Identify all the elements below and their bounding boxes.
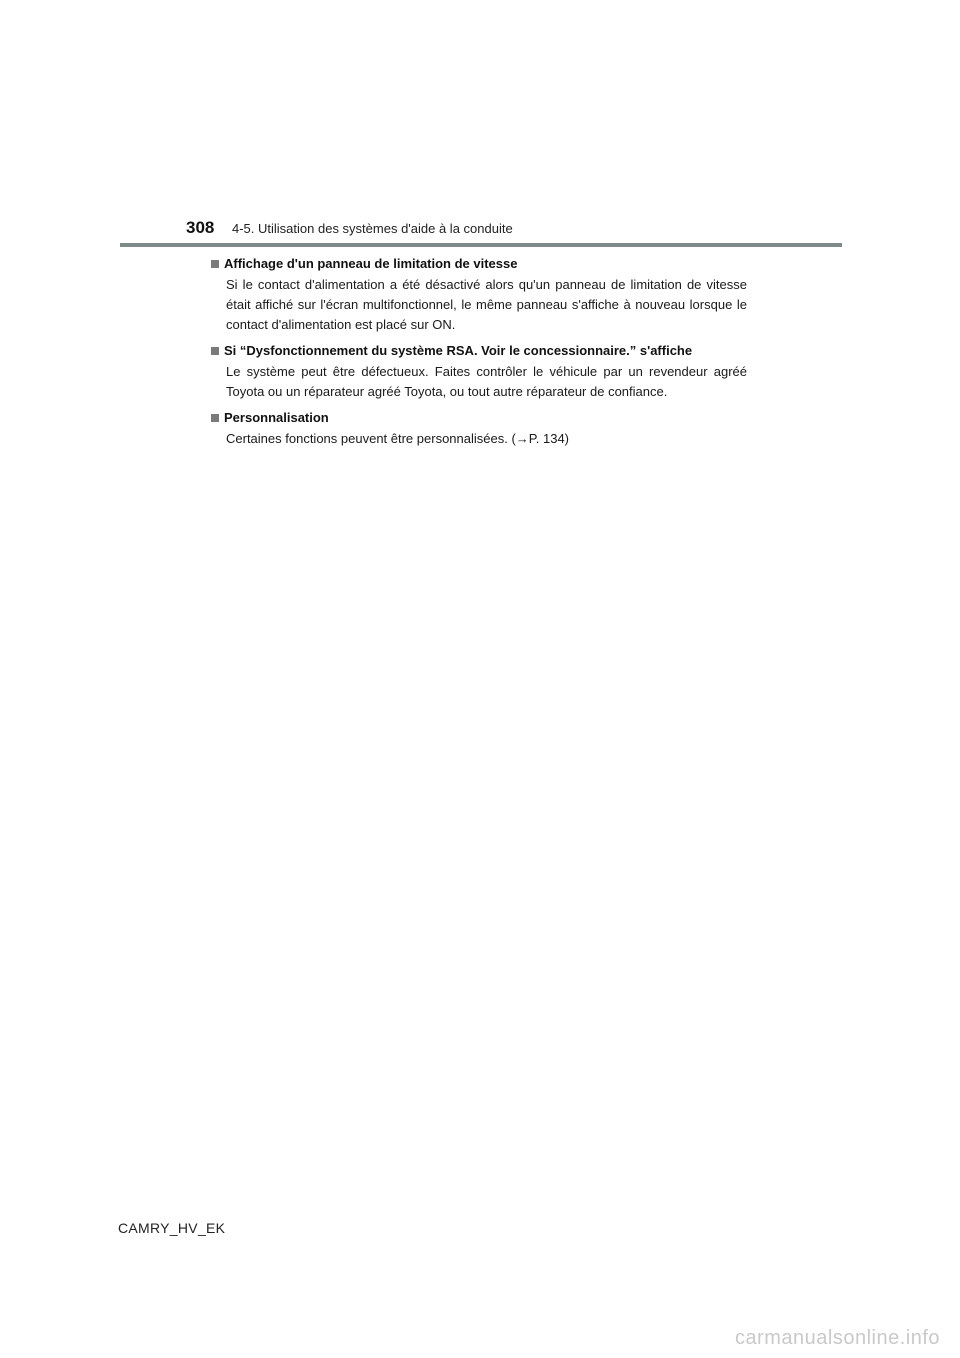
item-body: Le système peut être défectueux. Faites contrôler le véhicule par un revendeur agréé Toyota ou un réparateur agréé Toyota, ou tout autre réparateur de confiance.: [226, 364, 747, 399]
item-heading-text: Affichage d'un panneau de limitation de vitesse: [224, 256, 518, 271]
item-heading: [211, 254, 747, 273]
square-bullet-icon: [211, 347, 219, 355]
item-heading-text: Si “Dysfonctionnement du système RSA. Voir le concessionnaire.” s'affiche: [224, 343, 693, 358]
square-bullet-icon: [211, 260, 219, 268]
footer-model-code: CAMRY_HV_EK: [118, 1220, 226, 1236]
section-item-customization: [211, 408, 747, 449]
item-heading: [211, 341, 747, 360]
item-heading-text: Personnalisation: [224, 410, 329, 425]
item-body: Certaines fonctions peuvent être personnalisées. (→P. 134): [226, 431, 570, 446]
watermark: carmanualsonline.info: [734, 1327, 940, 1349]
item-heading: [211, 408, 747, 427]
section-item-speed-limit-sign: [211, 254, 747, 335]
square-bullet-icon: [211, 414, 219, 422]
header-divider: [120, 243, 842, 247]
section-title: 4-5. Utilisation des systèmes d'aide à la conduite: [232, 221, 513, 236]
section-item-rsa-malfunction: [211, 341, 747, 402]
page-content: [211, 254, 747, 455]
item-body: Si le contact d'alimentation a été désactivé alors qu'un panneau de limitation de vitesse était affiché sur l'écran multifonctionnel, le même panneau s'affiche à nouveau lorsque le contact d'alimentation est placé sur ON.: [226, 277, 747, 332]
page-number: 308: [186, 218, 215, 237]
